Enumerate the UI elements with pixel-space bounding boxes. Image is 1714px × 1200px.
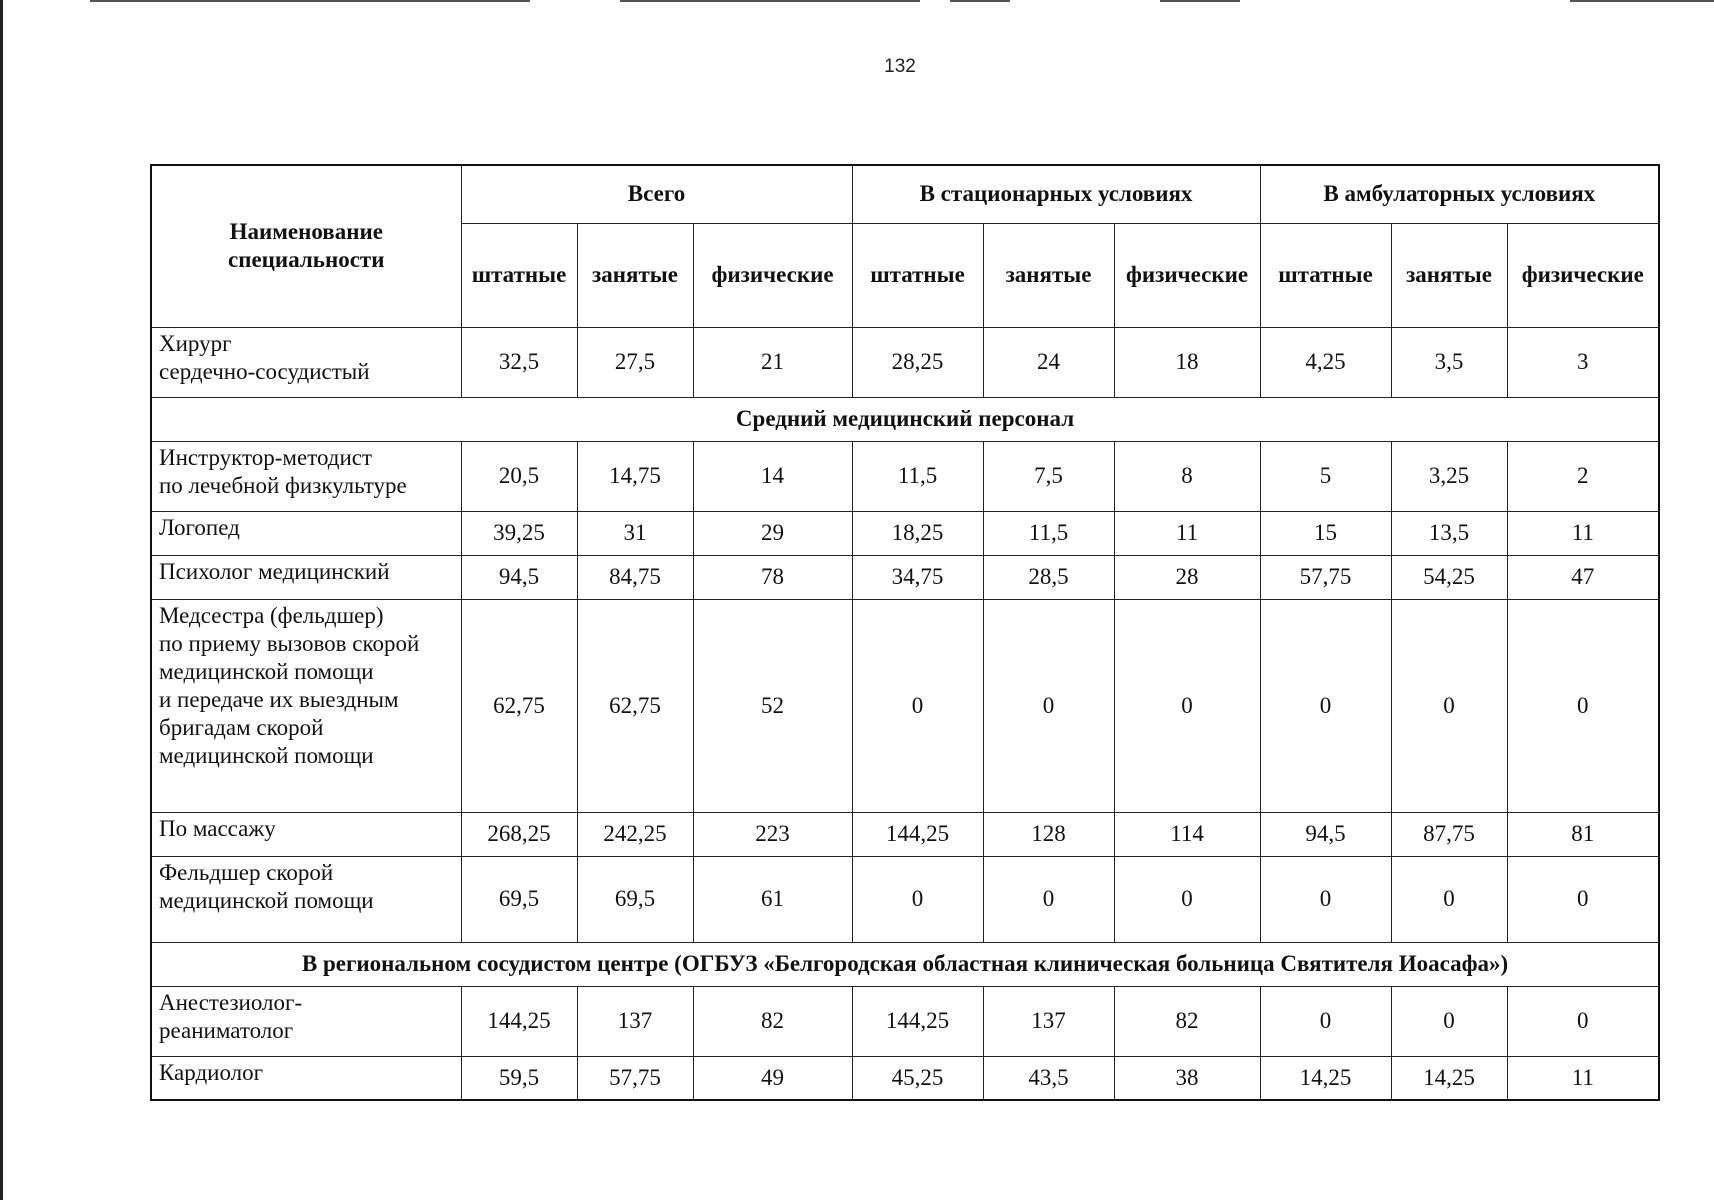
- specialty-name-cell: [151, 511, 461, 555]
- header-subcol-physical: физические: [1507, 223, 1659, 327]
- value-cell: 78: [693, 555, 852, 599]
- value-cell: 39,25: [461, 511, 577, 555]
- value-cell: 8: [1114, 441, 1260, 511]
- value-cell: 49: [693, 1056, 852, 1100]
- table-row: [151, 555, 1659, 599]
- value-cell: 14,75: [577, 441, 693, 511]
- value-cell: 2: [1507, 441, 1659, 511]
- specialty-name-line: Фельдшер скорой: [159, 859, 334, 885]
- specialty-name-cell: [151, 599, 461, 812]
- table-row: [151, 856, 1659, 942]
- value-cell: 15: [1260, 511, 1391, 555]
- value-cell: 268,25: [461, 812, 577, 856]
- value-cell: 137: [983, 986, 1114, 1056]
- specialty-name-line: реаниматолог: [159, 1017, 294, 1043]
- value-cell: 0: [1507, 986, 1659, 1056]
- header-group-outpatient: В амбулаторных условиях: [1260, 165, 1659, 223]
- value-cell: 43,5: [983, 1056, 1114, 1100]
- value-cell: 3: [1507, 327, 1659, 397]
- value-cell: 52: [693, 599, 852, 812]
- value-cell: 82: [1114, 986, 1260, 1056]
- header-subcol-occupied: занятые: [983, 223, 1114, 327]
- value-cell: 82: [693, 986, 852, 1056]
- specialty-name-line: бригадам скорой: [159, 714, 324, 740]
- specialty-name-cell: [151, 812, 461, 856]
- specialty-name-cell: [151, 1056, 461, 1100]
- value-cell: 28,5: [983, 555, 1114, 599]
- section-title: В региональном сосудистом центре (ОГБУЗ «Белгородская областная клиническая больница Святителя Иоасафа»): [151, 942, 1659, 986]
- value-cell: 54,25: [1391, 555, 1507, 599]
- header-subcol-staffed: штатные: [852, 223, 983, 327]
- value-cell: 137: [577, 986, 693, 1056]
- page-left-edge: [0, 0, 3, 1200]
- value-cell: 94,5: [1260, 812, 1391, 856]
- value-cell: 144,25: [461, 986, 577, 1056]
- value-cell: 0: [1507, 856, 1659, 942]
- value-cell: 18: [1114, 327, 1260, 397]
- table-row: [151, 1056, 1659, 1100]
- specialty-name-line: медицинской помощи: [159, 887, 374, 913]
- table-row: [151, 986, 1659, 1056]
- value-cell: 28: [1114, 555, 1260, 599]
- value-cell: 14,25: [1260, 1056, 1391, 1100]
- value-cell: 61: [693, 856, 852, 942]
- specialty-name-line: Анестезиолог-: [159, 989, 303, 1015]
- value-cell: 3,25: [1391, 441, 1507, 511]
- specialty-name-cell: [151, 441, 461, 511]
- value-cell: 0: [1260, 599, 1391, 812]
- specialty-name-line: и передаче их выездным: [159, 686, 399, 712]
- value-cell: 0: [852, 856, 983, 942]
- section-title: Средний медицинский персонал: [151, 397, 1659, 441]
- value-cell: 47: [1507, 555, 1659, 599]
- value-cell: 0: [1391, 856, 1507, 942]
- value-cell: 0: [1260, 986, 1391, 1056]
- value-cell: 29: [693, 511, 852, 555]
- header-subcol-physical: физические: [1114, 223, 1260, 327]
- top-scan-marks: [0, 0, 1714, 3]
- value-cell: 0: [1507, 599, 1659, 812]
- value-cell: 11,5: [983, 511, 1114, 555]
- value-cell: 144,25: [852, 986, 983, 1056]
- value-cell: 0: [1114, 856, 1260, 942]
- specialty-name-line: Медсестра (фельдшер): [159, 602, 384, 628]
- value-cell: 20,5: [461, 441, 577, 511]
- value-cell: 45,25: [852, 1056, 983, 1100]
- value-cell: 0: [1260, 856, 1391, 942]
- value-cell: 62,75: [461, 599, 577, 812]
- value-cell: 0: [983, 599, 1114, 812]
- value-cell: 14: [693, 441, 852, 511]
- header-group-inpatient: В стационарных условиях: [852, 165, 1260, 223]
- value-cell: 57,75: [577, 1056, 693, 1100]
- value-cell: 94,5: [461, 555, 577, 599]
- specialty-name-cell: [151, 986, 461, 1056]
- specialty-name-cell: [151, 327, 461, 397]
- specialty-name-line: Инструктор-методист: [159, 444, 373, 470]
- specialty-name-line: По массажу: [159, 815, 276, 841]
- value-cell: 87,75: [1391, 812, 1507, 856]
- value-cell: 59,5: [461, 1056, 577, 1100]
- value-cell: 114: [1114, 812, 1260, 856]
- header-subcol-occupied: занятые: [1391, 223, 1507, 327]
- value-cell: 242,25: [577, 812, 693, 856]
- specialty-name-line: Психолог медицинский: [159, 558, 390, 584]
- table-row: [151, 441, 1659, 511]
- value-cell: 4,25: [1260, 327, 1391, 397]
- value-cell: 128: [983, 812, 1114, 856]
- staff-table: [150, 164, 1660, 1101]
- table-row: [151, 812, 1659, 856]
- section-row: [151, 942, 1659, 986]
- value-cell: 31: [577, 511, 693, 555]
- value-cell: 57,75: [1260, 555, 1391, 599]
- header-subcol-occupied: занятые: [577, 223, 693, 327]
- header-subcol-staffed: штатные: [461, 223, 577, 327]
- value-cell: 5: [1260, 441, 1391, 511]
- table-body: [151, 327, 1659, 1100]
- value-cell: 11,5: [852, 441, 983, 511]
- table-row: [151, 327, 1659, 397]
- table-row: [151, 599, 1659, 812]
- header-group-total: Всего: [461, 165, 852, 223]
- value-cell: 223: [693, 812, 852, 856]
- value-cell: 21: [693, 327, 852, 397]
- value-cell: 13,5: [1391, 511, 1507, 555]
- specialty-name-line: Кардиолог: [159, 1059, 264, 1085]
- value-cell: 0: [983, 856, 1114, 942]
- specialty-name-line: по лечебной физкультуре: [159, 472, 407, 498]
- value-cell: 11: [1114, 511, 1260, 555]
- value-cell: 34,75: [852, 555, 983, 599]
- specialty-name-line: сердечно-сосудистый: [159, 358, 370, 384]
- value-cell: 0: [1114, 599, 1260, 812]
- value-cell: 62,75: [577, 599, 693, 812]
- specialty-name-line: медицинской помощи: [159, 658, 374, 684]
- page-number: 132: [884, 56, 916, 77]
- specialty-name-cell: [151, 555, 461, 599]
- value-cell: 7,5: [983, 441, 1114, 511]
- value-cell: 3,5: [1391, 327, 1507, 397]
- table-row: [151, 511, 1659, 555]
- value-cell: 28,25: [852, 327, 983, 397]
- value-cell: 18,25: [852, 511, 983, 555]
- value-cell: 38: [1114, 1056, 1260, 1100]
- header-subcol-physical: физические: [693, 223, 852, 327]
- specialty-name-line: медицинской помощи: [159, 742, 374, 768]
- value-cell: 14,25: [1391, 1056, 1507, 1100]
- section-row: [151, 397, 1659, 441]
- value-cell: 11: [1507, 1056, 1659, 1100]
- value-cell: 144,25: [852, 812, 983, 856]
- value-cell: 84,75: [577, 555, 693, 599]
- value-cell: 27,5: [577, 327, 693, 397]
- specialty-name-cell: [151, 856, 461, 942]
- header-row-groups: [151, 165, 1659, 223]
- specialty-name-line: Логопед: [159, 514, 240, 540]
- value-cell: 69,5: [577, 856, 693, 942]
- table-header: [151, 165, 1659, 327]
- value-cell: 0: [1391, 599, 1507, 812]
- value-cell: 24: [983, 327, 1114, 397]
- header-subcol-staffed: штатные: [1260, 223, 1391, 327]
- value-cell: 81: [1507, 812, 1659, 856]
- specialty-name-line: Хирург: [159, 330, 232, 356]
- value-cell: 11: [1507, 511, 1659, 555]
- specialty-name-line: по приему вызовов скорой: [159, 630, 420, 656]
- value-cell: 0: [852, 599, 983, 812]
- value-cell: 69,5: [461, 856, 577, 942]
- header-name-column: Наименование специальности: [151, 165, 461, 327]
- value-cell: 32,5: [461, 327, 577, 397]
- value-cell: 0: [1391, 986, 1507, 1056]
